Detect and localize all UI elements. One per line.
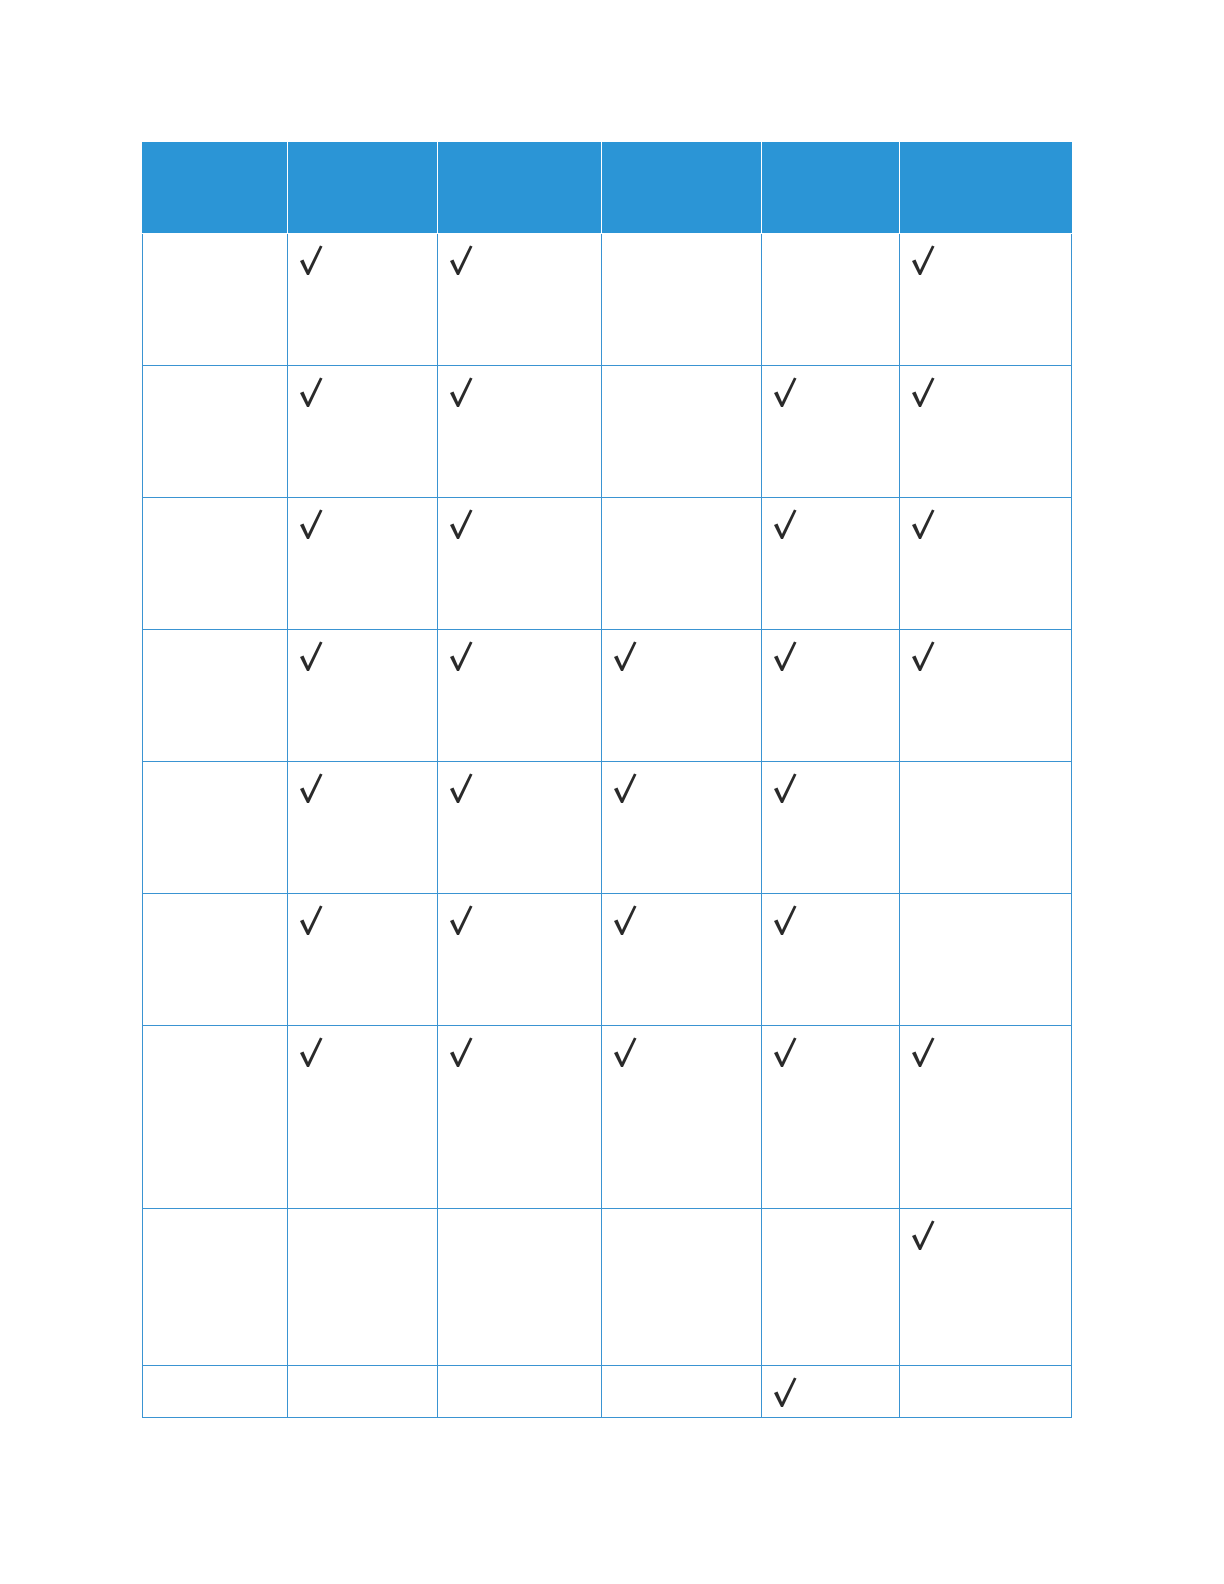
table-row xyxy=(143,762,1072,894)
checkmark-icon xyxy=(910,640,936,672)
table-cell xyxy=(762,498,900,630)
table-row xyxy=(143,234,1072,366)
checkmark-icon xyxy=(910,1219,936,1251)
table-row xyxy=(143,1209,1072,1366)
table-cell xyxy=(900,1026,1072,1209)
checkmark-icon xyxy=(612,640,638,672)
checkmark-icon xyxy=(772,640,798,672)
table-row xyxy=(143,366,1072,498)
table-header xyxy=(143,143,1072,234)
table-cell xyxy=(288,234,438,366)
table-cell xyxy=(900,1209,1072,1366)
table-cell xyxy=(900,630,1072,762)
table-cell xyxy=(438,630,602,762)
table-row xyxy=(143,1366,1072,1418)
checkmark-icon xyxy=(298,904,324,936)
table-cell xyxy=(762,1026,900,1209)
table-cell xyxy=(602,234,762,366)
table-cell xyxy=(288,366,438,498)
checkmark-icon xyxy=(910,244,936,276)
table-body xyxy=(143,234,1072,1418)
table-cell xyxy=(900,1366,1072,1418)
table-cell xyxy=(762,1209,900,1366)
table-row xyxy=(143,1026,1072,1209)
checkmark-icon xyxy=(448,772,474,804)
table-row xyxy=(143,498,1072,630)
table-cell xyxy=(762,894,900,1026)
checkmark-icon xyxy=(448,244,474,276)
checkmark-icon xyxy=(298,772,324,804)
checkmark-icon xyxy=(910,508,936,540)
table-cell xyxy=(143,1209,288,1366)
table-cell xyxy=(288,630,438,762)
table-cell xyxy=(143,366,288,498)
table-cell xyxy=(438,366,602,498)
checkmark-icon xyxy=(772,772,798,804)
table-cell xyxy=(602,894,762,1026)
table-cell xyxy=(762,366,900,498)
table-cell xyxy=(900,234,1072,366)
table-cell xyxy=(438,1026,602,1209)
checkmark-icon xyxy=(612,1036,638,1068)
table-cell xyxy=(143,498,288,630)
table-cell xyxy=(762,1366,900,1418)
compatibility-matrix xyxy=(142,142,1072,1418)
table-cell xyxy=(602,1026,762,1209)
checkmark-icon xyxy=(298,1036,324,1068)
checkmark-icon xyxy=(612,772,638,804)
table-cell xyxy=(288,1209,438,1366)
table-cell xyxy=(602,1366,762,1418)
table-cell xyxy=(438,1366,602,1418)
checkmark-icon xyxy=(910,376,936,408)
table-cell xyxy=(288,1026,438,1209)
table-row xyxy=(143,894,1072,1026)
checkmark-icon xyxy=(910,1036,936,1068)
checkmark-icon xyxy=(772,904,798,936)
table-cell xyxy=(602,498,762,630)
table-cell xyxy=(143,630,288,762)
table-cell xyxy=(438,762,602,894)
table-cell xyxy=(762,762,900,894)
table-cell xyxy=(438,498,602,630)
table-cell xyxy=(143,234,288,366)
header-cell xyxy=(438,143,602,234)
table-cell xyxy=(288,762,438,894)
checkmark-icon xyxy=(448,640,474,672)
table-cell xyxy=(288,894,438,1026)
checkmark-icon xyxy=(612,904,638,936)
checkmark-icon xyxy=(448,508,474,540)
header-cell xyxy=(602,143,762,234)
table-cell xyxy=(143,1366,288,1418)
table-cell xyxy=(143,894,288,1026)
table-cell xyxy=(900,366,1072,498)
checkmark-icon xyxy=(298,640,324,672)
table-cell xyxy=(438,1209,602,1366)
table-cell xyxy=(602,1209,762,1366)
table-cell xyxy=(143,1026,288,1209)
table-cell xyxy=(288,1366,438,1418)
checkmark-icon xyxy=(772,508,798,540)
table-cell xyxy=(900,498,1072,630)
table-cell xyxy=(288,498,438,630)
checkmark-icon xyxy=(772,1376,798,1408)
checkmark-icon xyxy=(772,376,798,408)
table-cell xyxy=(900,894,1072,1026)
table-cell xyxy=(602,630,762,762)
table-cell xyxy=(762,234,900,366)
table-row xyxy=(143,630,1072,762)
checkmark-icon xyxy=(298,244,324,276)
checkmark-icon xyxy=(298,376,324,408)
checkmark-icon xyxy=(448,1036,474,1068)
header-row xyxy=(143,143,1072,234)
header-cell xyxy=(900,143,1072,234)
table-cell xyxy=(602,366,762,498)
table-cell xyxy=(900,762,1072,894)
header-cell xyxy=(762,143,900,234)
checkmark-icon xyxy=(448,904,474,936)
table-cell xyxy=(762,630,900,762)
header-cell xyxy=(288,143,438,234)
checkmark-icon xyxy=(772,1036,798,1068)
table-cell xyxy=(438,234,602,366)
table-cell xyxy=(143,762,288,894)
table-cell xyxy=(438,894,602,1026)
header-cell xyxy=(143,143,288,234)
checkmark-icon xyxy=(448,376,474,408)
checkmark-icon xyxy=(298,508,324,540)
table-cell xyxy=(602,762,762,894)
